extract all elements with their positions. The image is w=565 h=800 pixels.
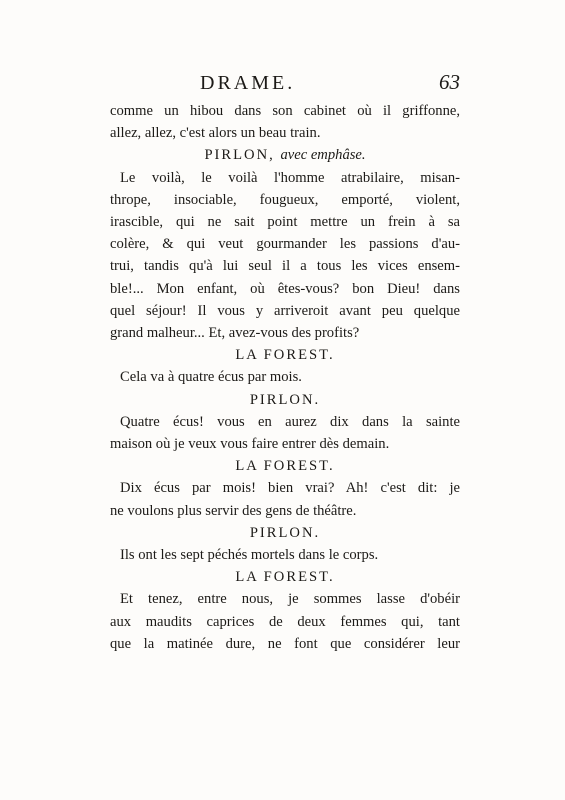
speaker-name: LA FOREST.	[235, 347, 335, 364]
text-line: irascible, qui ne sait point mettre un frein à sa	[110, 214, 460, 231]
text-line: maison où je veux vous faire entrer dès demain.	[110, 436, 390, 453]
speaker-heading	[110, 389, 460, 411]
page-header	[110, 72, 460, 102]
text-line: comme un hibou dans son cabinet où il griffonne,	[110, 103, 460, 119]
text-line: colère, & qui veut gourmander les passions d'au-	[110, 236, 460, 253]
speaker-name: PIRLON.	[249, 391, 321, 408]
text-line: Et tenez, entre nous, je sommes lasse d'obéir	[120, 591, 460, 608]
text-line: Cela va à quatre écus par mois.	[120, 369, 302, 386]
text-line: aux maudits caprices de deux femmes qui, tant	[110, 613, 460, 630]
text-line: Quatre écus! vous en aurez dix dans la sainte	[120, 413, 460, 430]
text-line: allez, allez, c'est alors un beau train.	[110, 125, 321, 142]
speaker-name: PIRLON.	[249, 524, 321, 541]
stage-direction: avec emphâse.	[280, 147, 366, 164]
text-line: quel séjour! Il vous y arriveroit avant peu quelque	[110, 302, 460, 319]
text-line: Dix écus par mois! bien vrai? Ah! c'est dit: je	[120, 480, 460, 497]
text-line: grand malheur... Et, avez-vous des profits?	[110, 325, 360, 342]
speaker-heading	[110, 344, 460, 366]
text-line: ne voulons plus servir des gens de théâtre.	[110, 502, 357, 519]
speaker-heading	[110, 566, 460, 588]
speaker-heading	[110, 455, 460, 477]
speaker-heading	[110, 522, 460, 544]
running-title: DRAME.	[200, 72, 296, 94]
speaker-name: LA FOREST.	[235, 569, 335, 586]
speaker-name: LA FOREST.	[235, 458, 335, 475]
text-line: que la matinée dure, ne font que considérer leur	[110, 635, 460, 652]
speaker-heading	[110, 144, 460, 166]
speaker-name: PIRLON,	[204, 147, 275, 164]
page-number: 63	[439, 70, 460, 94]
text-line: Le voilà, le voilà l'homme atrabilaire, misan-	[120, 169, 460, 186]
play-text	[110, 100, 460, 655]
text-line: trui, tandis qu'à lui seul il a tous les vices ensem-	[110, 258, 460, 275]
text-line: thrope, insociable, fougueux, emporté, violent,	[110, 191, 460, 208]
text-line: ble!... Mon enfant, où êtes-vous? bon Dieu! dans	[110, 280, 460, 297]
text-line: Ils ont les sept péchés mortels dans le corps.	[120, 547, 379, 564]
